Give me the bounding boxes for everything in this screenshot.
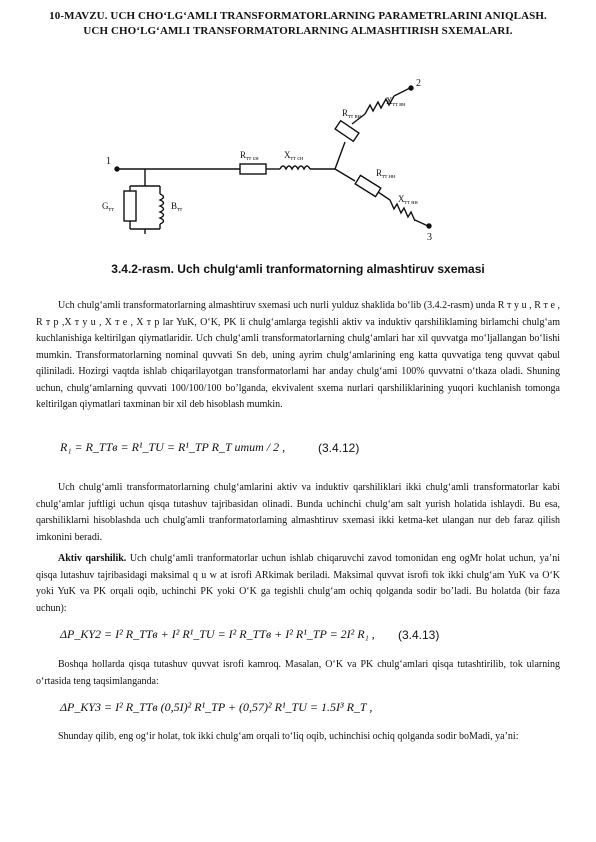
paragraph-3-body: Uch chulg‘amli tranformatorlar uchun ishlab chiqaruvchi zavod tomonidan eng ogMr holat uchun, ya’ni qisqa lutashuv tajribasidagi maksimal q u w at isrofi ARkimak beriladi. Maksimal quvvat isrofi tok ikki chulg‘am YuK va O‘K yoki YuK va PK orqali oqib, uchinchi PK yoki O‘K ga tegishli chulg‘am ochiq qolganda sodir bo’ladi. Bu holatda (bir faza uchun): — [36, 553, 560, 614]
label-b: $B_{тт}$ — [171, 201, 183, 213]
node-3-terminal — [427, 224, 431, 228]
paragraph-3-text — [36, 551, 560, 617]
label-x-vn: $X_{тт вн}$ — [386, 96, 406, 108]
paragraph-1 — [36, 298, 560, 414]
figure-caption — [0, 262, 596, 276]
paragraph-1-text: Uch chulg‘amli transformatorlarning almashtiruv sxemasi uch nurli yulduz shaklida bo‘lib (3.4.2-rasm) unda R т у u , R т e , R т p ,X т у u , X т e , X т p lar YuK, O‘K, PK li chulg‘amlarga tegishli aktiv va induktiv qarshiliklaming birlamchi chulg‘am kuchlanishiga keltirilgan qiymatlaridir. Uch chulg‘amli transformatorlarning chulg‘amlari har xil quvvatga mo‘ljallangan bo‘lishi mumkin. Transformatorlarning nominal quvvati Sn deb, uning ayrim chulg‘amlarining eng katta quvvatiga teng quvvat qabul qiliniladi. Hozirgi vaqtda ishlab chiqarilayotgan transformatorlami har anday chulg‘ami 100% quvvatni o‘tkaza oladi. Shuning uchun, chulg‘amlarning quvvati 100/100/100 bo’lganda, ekvivalent sxema nurlari qarshiliklarining yuqori kuchlanish tomonga keltirilgan qiymatlari taxminan bir xil deb hisoblash mumkin. — [36, 300, 560, 410]
paragraph-3 — [36, 551, 560, 617]
node-2-terminal — [409, 86, 413, 90]
susceptance-b-inductor — [160, 194, 164, 224]
node-3-label: 3 — [427, 232, 432, 243]
paragraph-4-text: Boshqa hollarda qisqa tutashuv quvvat isrofi kamroq. Masalan, O‘K va PK chulg‘amlari qisqa tutashtirilib, tok ularning o‘rtasida teng taqsimlanganda: — [36, 659, 560, 687]
node-2-label: 2 — [416, 78, 421, 89]
page-title — [20, 9, 576, 39]
paragraph-2 — [36, 480, 560, 546]
resistor-r-vn — [335, 121, 359, 142]
paragraph-4 — [36, 657, 560, 690]
formula-short-circuit-loss-3: ΔP_KY3 = I² R_TTв (0,5I)² R¹_TP + (0,57)² R¹_TU = 1.5I³ R_T , — [60, 700, 373, 714]
paragraph-3-heading: Aktiv qarshilik. — [58, 553, 127, 564]
label-r-sn: $R_{тт сн}$ — [240, 150, 259, 162]
conductance-g-resistor — [124, 191, 136, 221]
inductor-x-sn — [280, 166, 310, 169]
formula-3-4-13: ΔP_KY2 = I² R_TTв + I² R¹_TU = I² R_TTв + I² R¹_TP = 2I² R₁ , — [60, 627, 375, 641]
resistor-r-sn — [240, 164, 266, 174]
figure-caption-text: . Uch chulg‘amli tranformatorning almashtiruv sxemasi — [170, 262, 485, 276]
equivalent-circuit-diagram — [80, 76, 500, 256]
label-x-sn: $X_{тт сн}$ — [284, 150, 304, 162]
equation-number-3-4-13: (3.4.13) — [398, 628, 440, 642]
node-1-label: 1 — [106, 156, 111, 167]
title-line-1: 10-MAVZU. UCH CHO‘LG‘AMLI TRANSFORMATORLARNING PARAMETRLARINI ANIQLASH. — [49, 10, 547, 22]
paragraph-5-text: Shunday qilib, eng og‘ir holat, tok ikki chulg‘am orqali to‘liq oqib, uchinchisi ochiq qolganda sodir boMadi, ya’ni: — [58, 731, 519, 742]
figure-caption-number: 3.4.2-rasm — [111, 262, 171, 276]
equation-number-3-4-12: (3.4.12) — [318, 441, 360, 455]
label-r-vn: $R_{тт вн}$ — [342, 108, 361, 120]
formula-3-4-12: R₁ = R_TTв = R¹_TU = R¹_TP R_T umum / 2 , — [60, 440, 286, 454]
label-r-nn: $R_{тт нн}$ — [376, 168, 396, 180]
paragraph-2-text: Uch chulg‘amli transformatorlarning chulg‘amlarini aktiv va induktiv qarshiliklari ikki chulg‘amli transformatorlar kabi chulg‘amlar juftligi uchun qisqa tutashuv tajribasidan olinadi. Bunda uchinchi chulg‘am salt yurish holatida ishlaydi. Bu esa, qarshiliklarni hisoblashda uch chulg'amli tranformatorlaming almashtiruv sxemasi ikki ketma-ket ulangan nur deb faraz qilish imkonini beradi. — [36, 482, 560, 543]
resistor-r-nn — [355, 175, 381, 196]
label-g: $G_{тт}$ — [102, 201, 114, 213]
paragraph-5 — [36, 729, 560, 746]
label-x-nn: $X_{тт нн}$ — [398, 194, 418, 206]
title-line-2: UCH CHO‘LG‘AMLI TRANSFORMATORLARNING ALMASHTIRISH SXEMALARI. — [83, 25, 513, 37]
